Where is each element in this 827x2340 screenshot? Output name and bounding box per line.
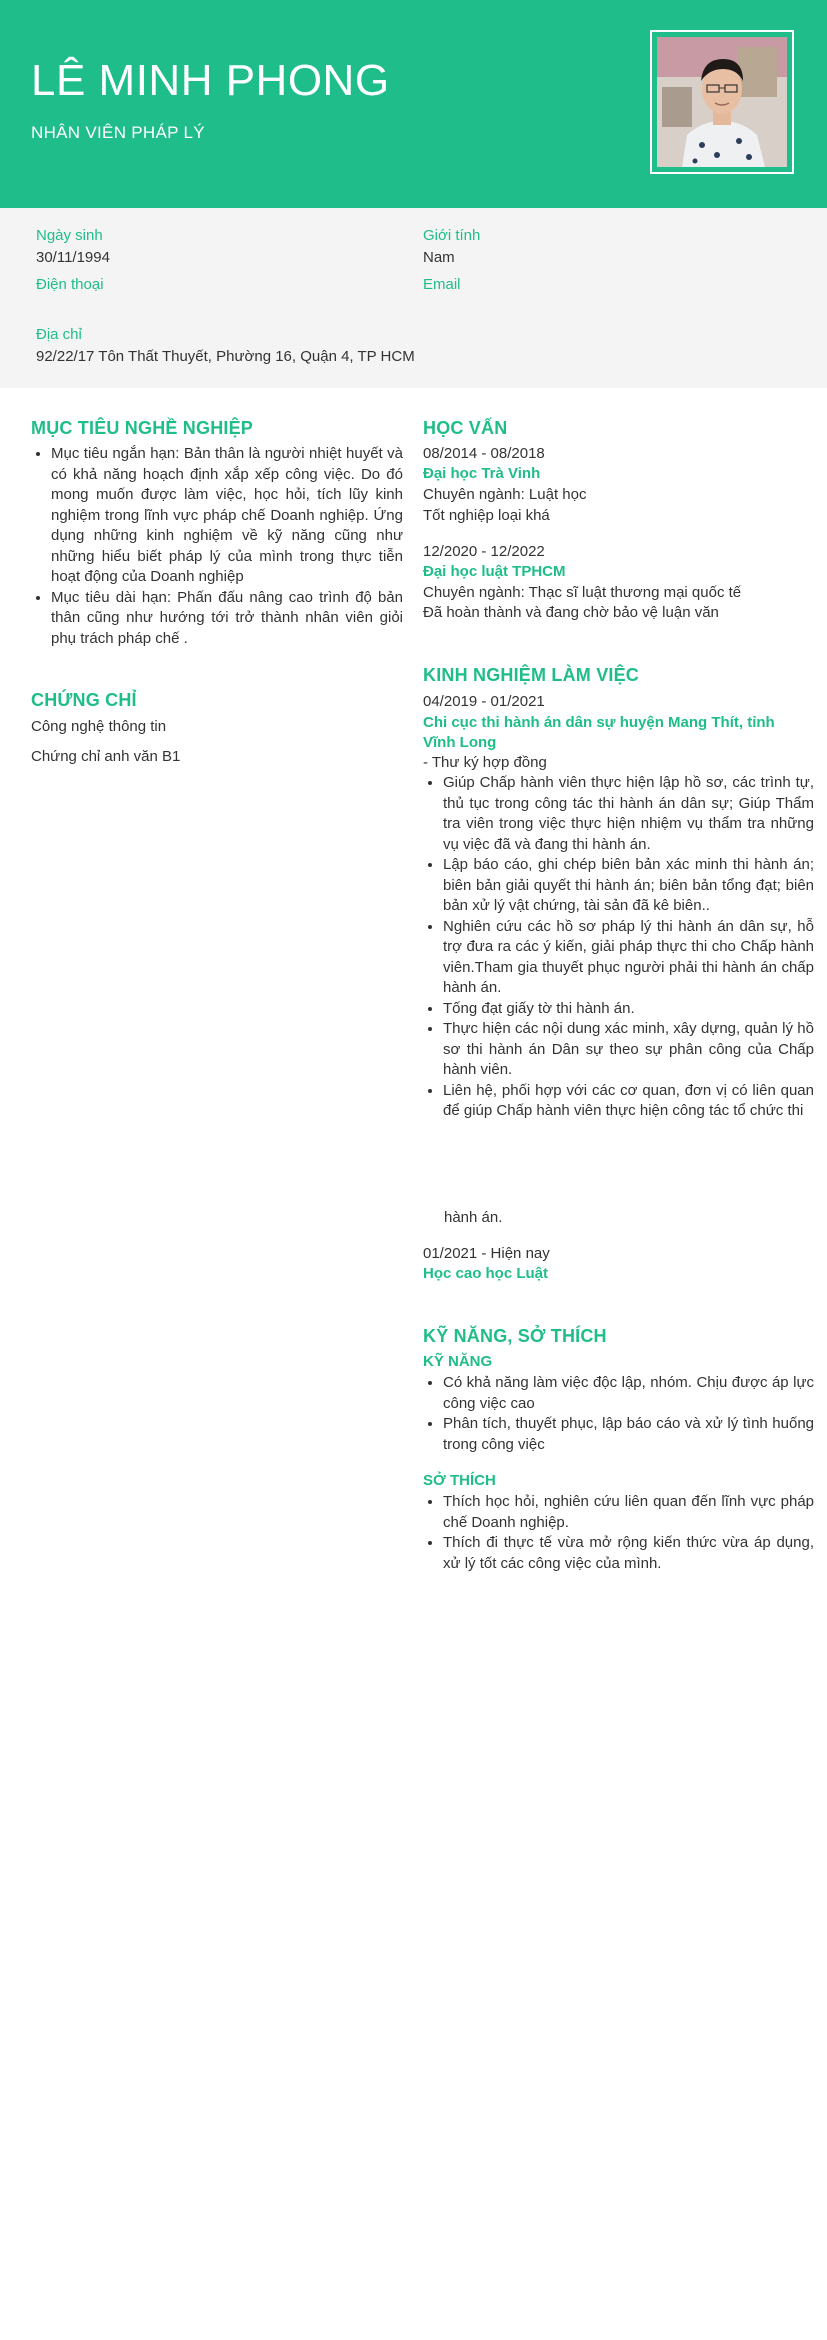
list-item: • Giúp Chấp hành viên thực hiện lập hồ sơ, các trình tự, thủ tục trong công tác thi hành án dân sự; Giúp Thẩm tra viên trong việc thực hiện nhiệm vụ thẩm tra những vụ việc đã và đang thi hành án. — [443, 773, 814, 855]
education-title: HỌC VẤN — [423, 418, 508, 438]
list-item: • Mục tiêu dài hạn: Phấn đấu nâng cao trình độ bản thân cũng như hướng tới trở thành nhân viên giỏi phụ trách pháp chế . — [51, 588, 403, 650]
phone-label: Điện thoại — [36, 276, 104, 293]
experience-task-list — [423, 773, 814, 1122]
dob-label: Ngày sinh — [36, 227, 103, 244]
list-item: • Liên hệ, phối hợp với các cơ quan, đơn vị có liên quan để giúp Chấp hành viên thực hiện công tác tổ chức thi — [443, 1081, 814, 1122]
experience-company: Học cao học Luật — [423, 1265, 549, 1282]
list-item: • Có khả năng làm việc độc lập, nhóm. Chịu được áp lực công việc cao — [443, 1373, 814, 1414]
experience-task-continuation: hành án. — [444, 1209, 503, 1226]
dob-value: 30/11/1994 — [36, 249, 110, 266]
experience-title: KINH NGHIỆM LÀM VIỆC — [423, 665, 640, 685]
list-item: • Thích học hỏi, nghiên cứu liên quan đến lĩnh vực pháp chế Doanh nghiệp. — [443, 1492, 814, 1533]
education-school: Đại học luật TPHCM — [423, 563, 566, 580]
list-item: • Lập báo cáo, ghi chép biên bản xác minh thi hành án; biên bản giải quyết thi hành án; biên bản tổng đạt; biên bản xử lý vật chứng, tài sản đã kê biên.. — [443, 855, 814, 917]
list-item: • Nghiên cứu các hồ sơ pháp lý thi hành án dân sự, hỗ trợ đưa ra các ý kiến, giải pháp thực thi cho Chấp hành viên.Tham gia thuyết phục người phải thi hành án chấp hành án. — [443, 917, 814, 999]
experience-period: 04/2019 - 01/2021 — [423, 693, 545, 710]
experience-company: Chi cục thi hành án dân sự huyện Mang Thít, tỉnh Vĩnh Long — [423, 714, 775, 751]
certificate-item: Chứng chỉ anh văn B1 — [31, 748, 181, 765]
career-goal-title: MỤC TIÊU NGHỀ NGHIỆP — [31, 418, 254, 438]
job-title: NHÂN VIÊN PHÁP LÝ — [31, 123, 205, 142]
profile-photo-frame — [650, 30, 794, 174]
hobbies-list — [423, 1492, 814, 1574]
profile-photo — [657, 37, 787, 167]
list-item: • Tống đạt giấy tờ thi hành án. — [443, 999, 814, 1020]
education-detail: Chuyên ngành: Thạc sĩ luật thương mại quốc tế — [423, 584, 742, 601]
portrait-image — [657, 37, 787, 167]
skills-list — [423, 1373, 814, 1455]
education-detail: Tốt nghiệp loại khá — [423, 507, 550, 524]
email-label: Email — [423, 276, 461, 293]
experience-role: - Thư ký hợp đồng — [423, 754, 547, 771]
hobbies-label: SỞ THÍCH — [423, 1472, 496, 1489]
header-banner — [0, 0, 827, 208]
address-value: 92/22/17 Tôn Thất Thuyết, Phường 16, Quận 4, TP HCM — [36, 348, 415, 365]
education-detail: Đã hoàn thành và đang chờ bảo vệ luận văn — [423, 604, 719, 621]
candidate-name: LÊ MINH PHONG — [31, 56, 390, 105]
skills-label: KỸ NĂNG — [423, 1353, 493, 1370]
experience-period: 01/2021 - Hiện nay — [423, 1245, 550, 1262]
certificate-item: Công nghệ thông tin — [31, 718, 167, 735]
list-item: • Mục tiêu ngắn hạn: Bản thân là người nhiệt huyết và có khả năng hoạch định xắp xếp công việc. Do đó mong muốn được làm việc, học hỏi, tích lũy kinh nghiệm trong lĩnh vực pháp chế Doanh nghiệp. Ứng dụng những kinh nghiệm về kỹ năng cũng như những hiểu biết pháp lý của mình trong thực tiễn hoạt động của Doanh nghiệp — [51, 444, 403, 588]
list-item: • Thực hiện các nội dung xác minh, xây dựng, quản lý hồ sơ thi hành án Dân sự theo sự phân công của Chấp hành viên. — [443, 1019, 814, 1081]
address-label: Địa chỉ — [36, 326, 82, 343]
gender-label: Giới tính — [423, 227, 481, 244]
education-period: 08/2014 - 08/2018 — [423, 445, 545, 462]
education-school: Đại học Trà Vinh — [423, 465, 541, 482]
list-item: • Phân tích, thuyết phục, lập báo cáo và xử lý tình huống trong công việc — [443, 1414, 814, 1455]
personal-info-panel — [0, 208, 827, 388]
education-detail: Chuyên ngành: Luật học — [423, 486, 587, 503]
education-period: 12/2020 - 12/2022 — [423, 543, 545, 560]
skills-title: KỸ NĂNG, SỞ THÍCH — [423, 1326, 607, 1346]
list-item: • Thích đi thực tế vừa mở rộng kiến thức vừa áp dụng, xử lý tốt các công việc của mình. — [443, 1533, 814, 1574]
career-goal-list — [31, 444, 403, 649]
certificates-title: CHỨNG CHỈ — [31, 690, 137, 710]
gender-value: Nam — [423, 249, 455, 266]
